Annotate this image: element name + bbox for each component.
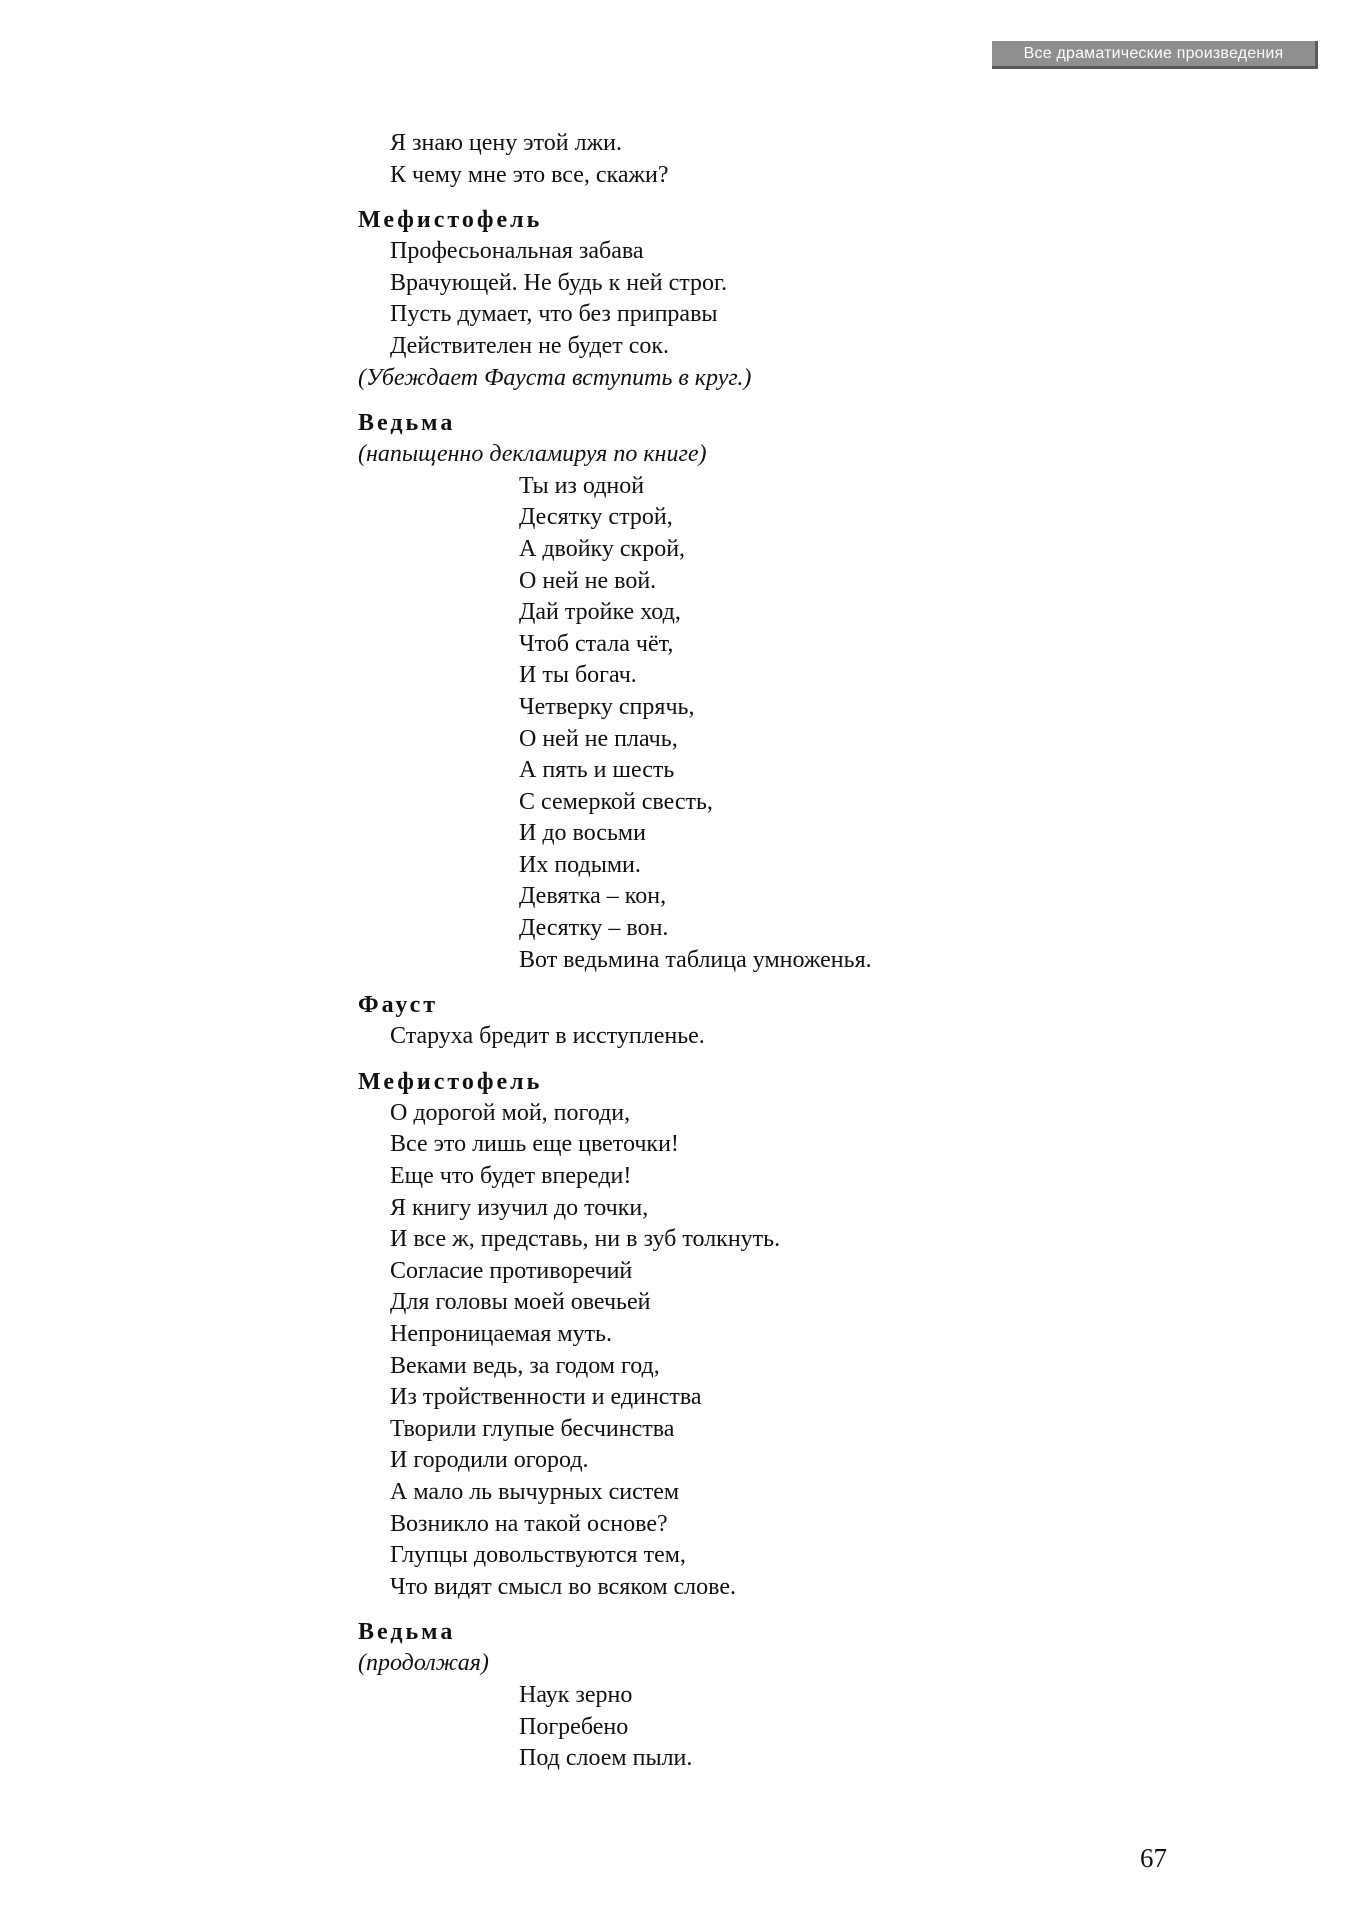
verse-line: Девятка – кон,: [519, 883, 667, 910]
speaker-name: Мефистофель: [358, 1068, 543, 1095]
speech-block: [358, 128, 1258, 191]
verse-line: Професьональная забава: [390, 238, 644, 265]
verse-line: О ней не вой.: [519, 567, 657, 594]
verse-line: Все это лишь еще цветочки!: [390, 1131, 679, 1158]
verse-line: Десятку строй,: [519, 504, 673, 531]
verse-line: Чтоб стала чёт,: [519, 630, 674, 657]
page-number: 67: [1140, 1843, 1167, 1873]
play-text: [358, 128, 1258, 1775]
verse-line: Возникло на такой основе?: [390, 1510, 668, 1537]
speech-block: [358, 990, 1258, 1053]
verse-line: Еще что будет впереди!: [390, 1163, 632, 1190]
verse-line: Дай тройке ход,: [519, 599, 681, 626]
verse-line: Я книгу изучил до точки,: [390, 1194, 649, 1221]
speaker-name: Ведьма: [358, 410, 456, 437]
verse-line: О дорогой мой, погоди,: [390, 1099, 631, 1126]
verse-line: И городили огород.: [390, 1447, 589, 1474]
verse-line: Веками ведь, за годом год,: [390, 1352, 660, 1379]
stage-direction: (продолжая): [358, 1650, 489, 1677]
speaker-name: Фауст: [358, 992, 439, 1019]
verse-line: А пять и шесть: [519, 757, 675, 784]
verse-line: Под слоем пыли.: [519, 1745, 693, 1772]
verse-line: И до восьми: [519, 820, 646, 847]
verse-line: Их подыми.: [519, 851, 641, 878]
verse-line: Врачующей. Не будь к ней строг.: [390, 269, 728, 296]
verse-line: Ты из одной: [519, 472, 645, 499]
verse-line: К чему мне это все, скажи?: [390, 161, 669, 188]
verse-line: А мало ль вычурных систем: [390, 1478, 680, 1505]
speech-block: [358, 1617, 1258, 1774]
stage-direction: (напыщенно декламируя по книге): [358, 441, 707, 468]
verse-line: Согласие противоречий: [390, 1257, 633, 1284]
verse-line: Глупцы довольствуются тем,: [390, 1542, 686, 1569]
verse-line: Я знаю цену этой лжи.: [390, 130, 622, 156]
verse-line: Десятку – вон.: [519, 915, 669, 942]
stage-direction: (Убеждает Фауста вступить в круг.): [358, 364, 752, 391]
verse-line: Старуха бредит в исступленье.: [390, 1023, 705, 1050]
speech-block: [358, 408, 1258, 976]
section-header-tab: Все драматические произведения: [992, 41, 1318, 69]
speech-block: [358, 1067, 1258, 1604]
verse-line: Вот ведьмина таблица умноженья.: [519, 946, 872, 973]
verse-line: И ты богач.: [519, 662, 637, 689]
verse-line: О ней не плачь,: [519, 725, 678, 752]
verse-line: А двойку скрой,: [519, 535, 686, 562]
speech-block: [358, 205, 1258, 394]
speaker-name: Мефистофель: [358, 207, 543, 234]
verse-line: Действителен не будет сок.: [390, 332, 670, 359]
verse-line: Что видят смысл во всяком слове.: [390, 1573, 736, 1600]
speaker-name: Ведьма: [358, 1619, 456, 1646]
verse-line: И все ж, представь, ни в зуб толкнуть.: [390, 1226, 781, 1253]
verse-line: С семеркой свесть,: [519, 788, 713, 815]
verse-line: Для головы моей овечьей: [390, 1289, 651, 1316]
verse-line: Наук зерно: [519, 1681, 633, 1708]
verse-line: Погребено: [519, 1713, 629, 1740]
verse-line: Из тройственности и единства: [390, 1384, 702, 1411]
verse-line: Непроницаемая муть.: [390, 1321, 612, 1347]
verse-line: Пусть думает, что без приправы: [390, 301, 718, 328]
verse-line: Творили глупые бесчинства: [390, 1415, 675, 1442]
verse-line: Четверку спрячь,: [519, 693, 695, 720]
